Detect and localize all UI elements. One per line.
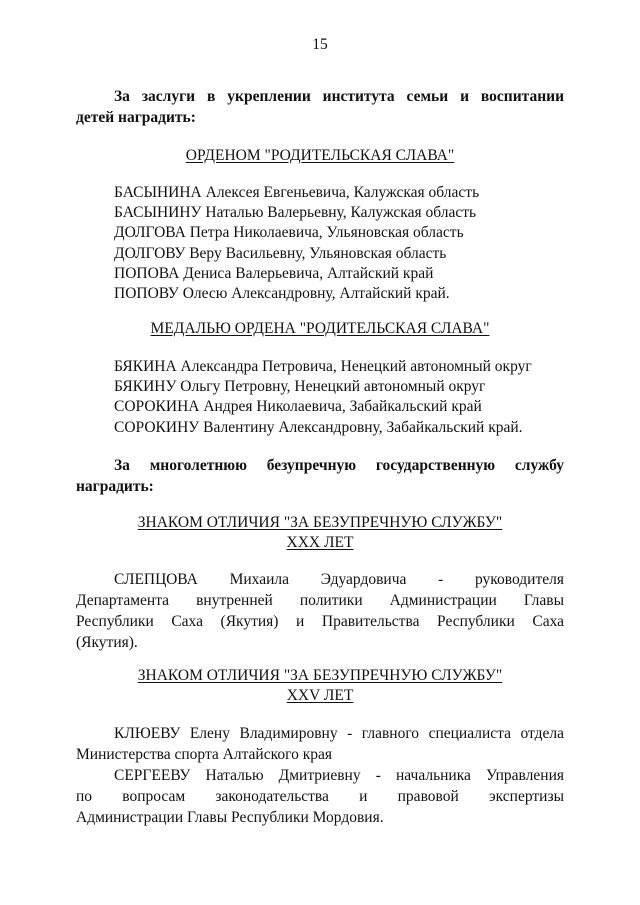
section1-lead <box>76 86 564 128</box>
list-item: ДОЛГОВУ Веру Васильевну, Ульяновская область <box>114 244 447 262</box>
award25-heading <box>76 666 564 706</box>
section2-lead-line2: наградить: <box>76 478 154 495</box>
award25-heading-line2: XXV ЛЕТ <box>286 687 354 704</box>
section2-lead-line1: За многолетнюю безупречную государственную службу <box>114 457 564 474</box>
medal-recipients-list <box>114 357 564 438</box>
section2-lead <box>76 455 564 497</box>
order-recipients-list <box>114 183 564 304</box>
list-item: БЯКИНУ Ольгу Петровну, Ненецкий автономный округ <box>114 378 486 396</box>
list-item: ДОЛГОВА Петра Николаевича, Ульяновская область <box>114 224 464 242</box>
medal-heading: МЕДАЛЬЮ ОРДЕНА "РОДИТЕЛЬСКАЯ СЛАВА" <box>150 320 490 337</box>
award25-entry1-line1: КЛЮЕВУ Елену Владимировну - главного специалиста отдела <box>114 725 564 742</box>
list-item: БАСЫНИНУ Наталью Валерьевну, Калужская область <box>114 204 477 222</box>
list-item: ПОПОВУ Олесю Александровну, Алтайский край. <box>114 285 450 303</box>
section1-lead-line2: детей наградить: <box>76 109 196 126</box>
list-item: БАСЫНИНА Алексея Евгеньевича, Калужская область <box>114 184 480 201</box>
award25-entry2-line2: по вопросам законодательства и правовой экспертизы <box>76 788 564 805</box>
award30-heading-line2: XXX ЛЕТ <box>286 534 354 551</box>
award25-entry2-line1: СЕРГЕЕВУ Наталью Дмитриевну - начальника Управления <box>114 767 564 784</box>
award25-entry1-line2: Министерства спорта Алтайского края <box>76 746 332 763</box>
award25-recipient-text <box>76 723 564 828</box>
award30-heading <box>76 513 564 553</box>
page-number: 15 <box>312 36 328 53</box>
award25-entry2-line3: Администрации Главы Республики Мордовия. <box>76 809 384 826</box>
award25-heading-line1: ЗНАКОМ ОТЛИЧИЯ "ЗА БЕЗУПРЕЧНУЮ СЛУЖБУ" <box>137 667 503 684</box>
order-heading: ОРДЕНОМ "РОДИТЕЛЬСКАЯ СЛАВА" <box>185 147 455 164</box>
award30-heading-line1: ЗНАКОМ ОТЛИЧИЯ "ЗА БЕЗУПРЕЧНУЮ СЛУЖБУ" <box>137 514 503 531</box>
list-item: БЯКИНА Александра Петровича, Ненецкий автономный округ <box>114 358 532 375</box>
section1-lead-line1: За заслуги в укреплении института семьи и воспитании <box>114 88 564 105</box>
list-item: СОРОКИНУ Валентину Александровну, Забайкальский край. <box>114 418 523 436</box>
list-item: ПОПОВА Дениса Валерьевича, Алтайский край <box>114 264 434 282</box>
list-item: СОРОКИНА Андрея Николаевича, Забайкальский край <box>114 398 482 416</box>
award30-recipient-text: СЛЕПЦОВА Михаила Эдуардовича - руководителя Департамента внутренней политики Администрации Главы Республики Саха (Якутия) и Правительства Республики Саха (Якутия). <box>76 571 564 651</box>
